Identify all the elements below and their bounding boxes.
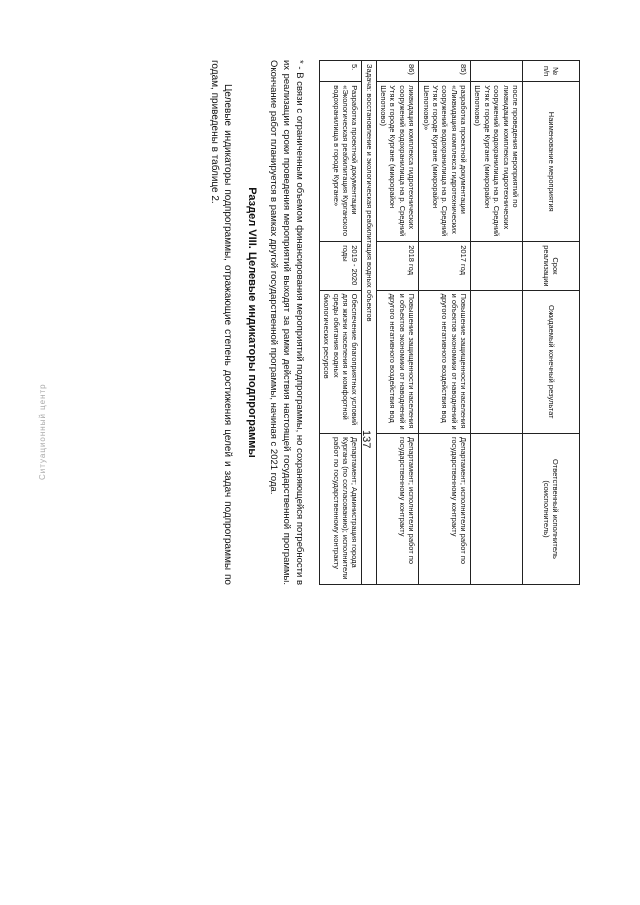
document-body — [207, 60, 580, 850]
cell-name: после проведения мероприятий по ликвидации комплекса гидротехнических сооружений водохранилища на р. Средний Утяк в городе Кургане (микрорайон Шепотково) — [471, 82, 523, 242]
task-row — [362, 61, 376, 585]
cell-num: 86) — [376, 61, 419, 82]
body-paragraph: Целевые индикаторы подпрограммы, отражающие степень достижения целей и задач подпрограммы по годам, приведены в таблице 2. — [208, 60, 234, 585]
footnote: * - В связи с ограниченным объемом финансирования мероприятий подпрограммы, но сохраняющейся потребности в их реализации сроки проведения мероприятий выходят за рамки действия настоящей государственной программы. Окончание работ планируется в рамках другой государственной программы, начиная с 2021 года. — [268, 60, 305, 585]
cell-executor: Департамент; исполнители работ по государственному контракту — [376, 433, 419, 584]
page-number: 137 — [360, 430, 372, 449]
cell-result: Повышение защищенности населения и объектов экономики от наводнений и другого негативного воздействия вод — [376, 290, 419, 433]
section-title: Раздел VIII. Целевые индикаторы подпрограммы — [246, 187, 259, 458]
header-name: Наименование мероприятия — [523, 82, 580, 242]
cell-term: 2018 год — [376, 242, 419, 290]
cell-num: 85) — [419, 61, 471, 82]
table-header-row — [523, 61, 580, 585]
cell-name: ликвидация комплекса гидротехнических сооружений водохранилища на р. Средний Утяк в городе Кургане (микрорайон Шепотково) — [376, 82, 419, 242]
stamp-watermark: Ситуационный центр — [38, 383, 47, 480]
cell-result — [471, 290, 523, 433]
header-result: Ожидаемый конечный результат — [523, 290, 580, 433]
table-row — [319, 61, 362, 585]
header-executor: Ответственный исполнитель (соисполнитель) — [523, 433, 580, 584]
table-row — [376, 61, 419, 585]
cell-executor — [471, 433, 523, 584]
cell-executor: Департамент; исполнители работ по государственному контракту — [419, 433, 471, 584]
cell-num: 5. — [319, 61, 362, 82]
cell-term: 2019 - 2020 годы — [319, 242, 362, 290]
cell-executor: Департамент; Администрация города Кургана (по согласованию); исполнители работ по государственному контракту — [319, 433, 362, 584]
cell-name: Разработка проектной документации «Экологическая реабилитация Курганского водохранилища в городе Кургане» — [319, 82, 362, 242]
cell-term — [471, 242, 523, 290]
cell-num — [471, 61, 523, 82]
header-term: Срок реализации — [523, 242, 580, 290]
table-row — [471, 61, 523, 585]
cell-name: разработка проектной документации «Ликвидация комплекса гидротехнических сооружений водохранилища на р. Средний Утяк в городе Кургане (микрорайон Шепотково)» — [419, 82, 471, 242]
header-num: № п/п — [523, 61, 580, 82]
activities-table — [319, 60, 580, 585]
cell-result: Обеспечение благоприятных условий для жизни населения и комфортной среды обитания водных биологических ресурсов — [319, 290, 362, 433]
task-cell: Задача: восстановление и экологическая реабилитация водных объектов — [362, 61, 376, 585]
table-row — [419, 61, 471, 585]
cell-term: 2017 год — [419, 242, 471, 290]
cell-result: Повышение защищенности населения и объектов экономики от наводнений и другого негативного воздействия вод — [419, 290, 471, 433]
